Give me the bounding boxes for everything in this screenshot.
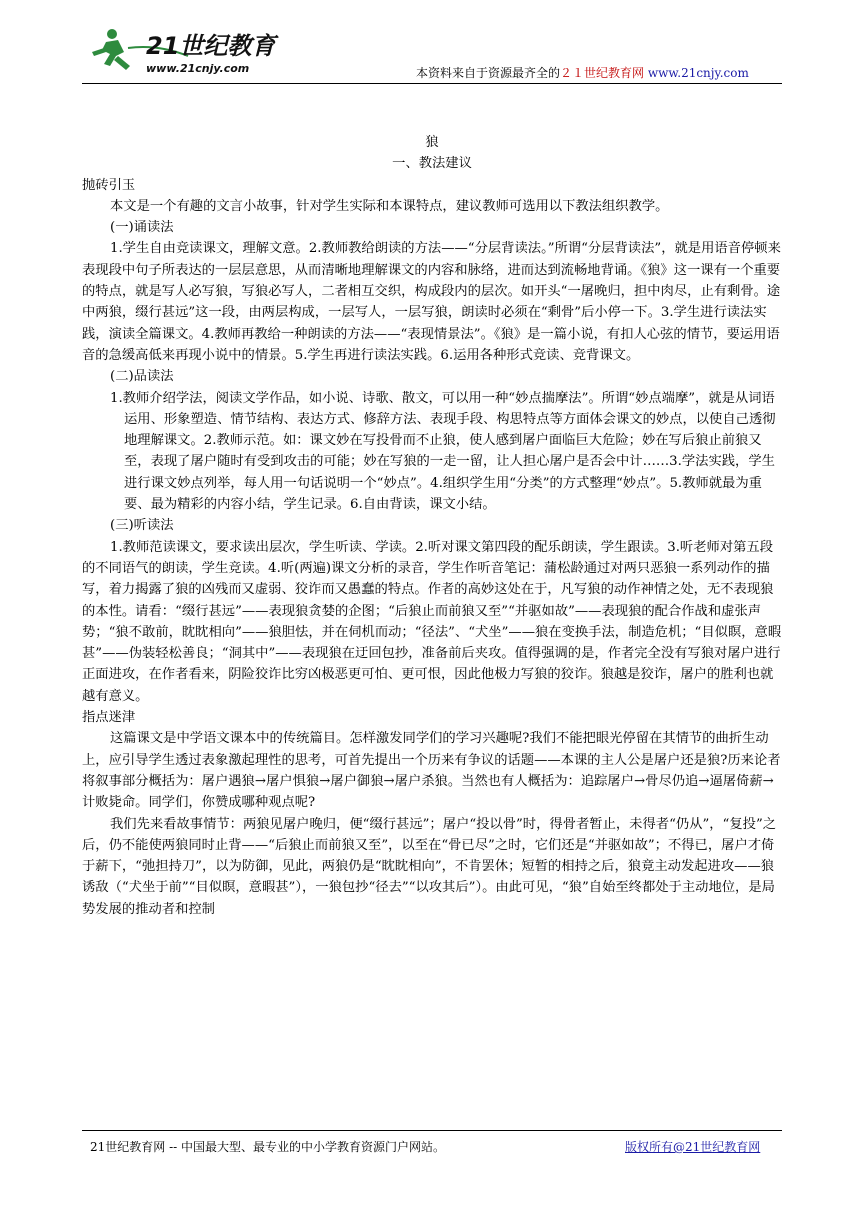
zhidian-paragraph: 这篇课文是中学语文课本中的传统篇目。怎样激发同学们的学习兴趣呢?我们不能把眼光停留在其情节的曲折生动上，应引导学生透过表象激起理性的思考，可首先提出一个历来有争议的话题——本课的主人公是屠户还是狼?历来论者将叙事部分概括为：屠户遇狼→屠户惧狼→屠户御狼→屠户杀狼。当然也有人概括为：追踪屠户→骨尽仍追→逼屠倚薪→计败毙命。同学们，你赞成哪种观点呢? bbox=[82, 731, 781, 811]
document-body bbox=[82, 132, 782, 920]
section-heading: 一、教法建议 bbox=[392, 156, 472, 172]
footer-copyright-link[interactable]: 版权所有@21世纪教育网 bbox=[625, 1140, 761, 1154]
footer-site-text: 21世纪教育网 -- 中国最大型、最专业的中小学教育资源门户网站。 bbox=[90, 1140, 446, 1154]
header-note-highlight[interactable]: ２１世纪教育网 bbox=[560, 66, 645, 80]
header-note bbox=[416, 64, 749, 81]
subheading-listen: (三)听读法 bbox=[110, 518, 174, 534]
plot-paragraph: 我们先来看故事情节：两狼见屠户晚归，便“缀行甚远”；屠户“投以骨”时，得骨者暂止，未得者“仍从”，“复投”之后，仍不能使两狼同时止背——“后狼止而前狼又至”，以至在“骨已尽”之时，它们还是“并驱如故”；不得已，屠户才倚于薪下，“弛担持刀”，以为防御，见此，两狼仍是“眈眈相向”，不肯罢休；短暂的相持之后，狼竟主动发起进攻——狼诱敌（“犬坐于前”“目似瞑，意暇甚”），一狼包抄“径去”“以攻其后”）。由此可见，“狼”自始至终都处于主动地位，是局势发展的推动者和控制 bbox=[82, 816, 777, 917]
logo-url-text: www.21cnjy.com bbox=[146, 62, 250, 75]
intro-paragraph: 本文是一个有趣的文言小故事，针对学生实际和本课特点，建议教师可选用以下教法组织教学。 bbox=[110, 198, 669, 214]
listen-paragraph: 1.教师范读课文，要求读出层次，学生听读、学读。2.听对课文第四段的配乐朗读，学生跟读。3.听老师对第五段的不同语气的朗读，学生竞读。4.听(两遍)课文分析的录音，学生作听音笔记：蒲松龄通过对两只恶狼一系列动作的描写，着力揭露了狼的凶残而又虚弱、狡诈而又愚蠢的特点。作者的高妙这处在于，凡写狼的动作神情之处，无不表现狼的本性。请看：“缀行甚远”——表现狼贪婪的企图；“后狼止而前狼又至”“并驱如故”——表现狼的配合作战和虚张声势；“狼不敢前，眈眈相向”——狼胆怯，并在伺机而动；“径法”、“犬坐”——狼在变换手法，制造危机；“目似瞑，意暇甚”——伪装轻松善良；“洞其中”——表现狼在迂回包抄，准备前后夹攻。值得强调的是，作者完全没有写狼对屠户进行正面进攻，在作者看来，阴险狡诈比穷凶极恶更可怕、更可恨，因此他极力写狼的狡诈。狼越是狡诈，屠户的胜利也就越有意义。 bbox=[82, 539, 782, 704]
subheading-savor: (二)品读法 bbox=[110, 369, 174, 385]
header-divider bbox=[82, 83, 782, 84]
footer-divider bbox=[82, 1130, 782, 1131]
header-note-url[interactable]: www.21cnjy.com bbox=[647, 66, 749, 80]
document-title: 狼 bbox=[425, 135, 439, 150]
subheading-recite: (一)诵读法 bbox=[110, 220, 174, 236]
recite-paragraph: 1.学生自由竞读课文，理解文意。2.教师教给朗读的方法——“分层背读法。”所谓“分层背读法”，就是用语音停顿来表现段中句子所表达的一层层意思，从而清晰地理解课文的内容和脉络，进而达到流畅地背诵。《狼》这一课有一个重要的特点，就是写人必写狼，写狼必写人，二者相互交织，构成段内的层次。如开头“一屠晚归，担中肉尽，止有剩骨。途中两狼，缀行甚远”这一段，由两层构成，一层写人，一层写狼，朗读时必须在“剩骨”后小停一下。3.学生进行读法实践，演读全篇课文。4.教师再教给一种朗读的方法——“表现情景法”。《狼》是一篇小说，有扣人心弦的情节，要运用语音的急缓高低来再现小说中的情景。5.学生再进行读法实践。6.运用各种形式竞读、竞背课文。 bbox=[82, 241, 781, 363]
header-note-prefix: 本资料来自于资源最齐全的 bbox=[416, 66, 561, 80]
heading-paozhuan: 抛砖引玉 bbox=[82, 177, 136, 193]
running-figure-icon bbox=[92, 29, 130, 70]
logo-main-text: 21世纪教育 bbox=[146, 32, 276, 60]
site-logo[interactable] bbox=[88, 22, 288, 82]
heading-zhidian: 指点迷津 bbox=[82, 710, 136, 726]
savor-paragraph: 1.教师介绍学法，阅读文学作品，如小说、诗歌、散文，可以用一种“妙点揣摩法”。所谓“妙点端摩”，就是从词语运用、形象塑造、情节结构、表达方式、修辞方法、表现手段、构思特点等方面体会课文的妙点，以使自己透彻地理解课文。2.教师示范。如：课文妙在写投骨而不止狼，使人感到屠户面临巨大危险；妙在写后狼止前狼又至，表现了屠户随时有受到攻击的可能；妙在写狼的一走一留，让人担心屠户是否会中计……3.学法实践，学生进行课文妙点列举，每人用一句话说明一个“妙点”。4.组织学生用“分类”的方式整理“妙点”。5.教师就最为重要、最为精彩的内容小结，学生记录。6.自由背读，课文小结。 bbox=[110, 390, 776, 513]
